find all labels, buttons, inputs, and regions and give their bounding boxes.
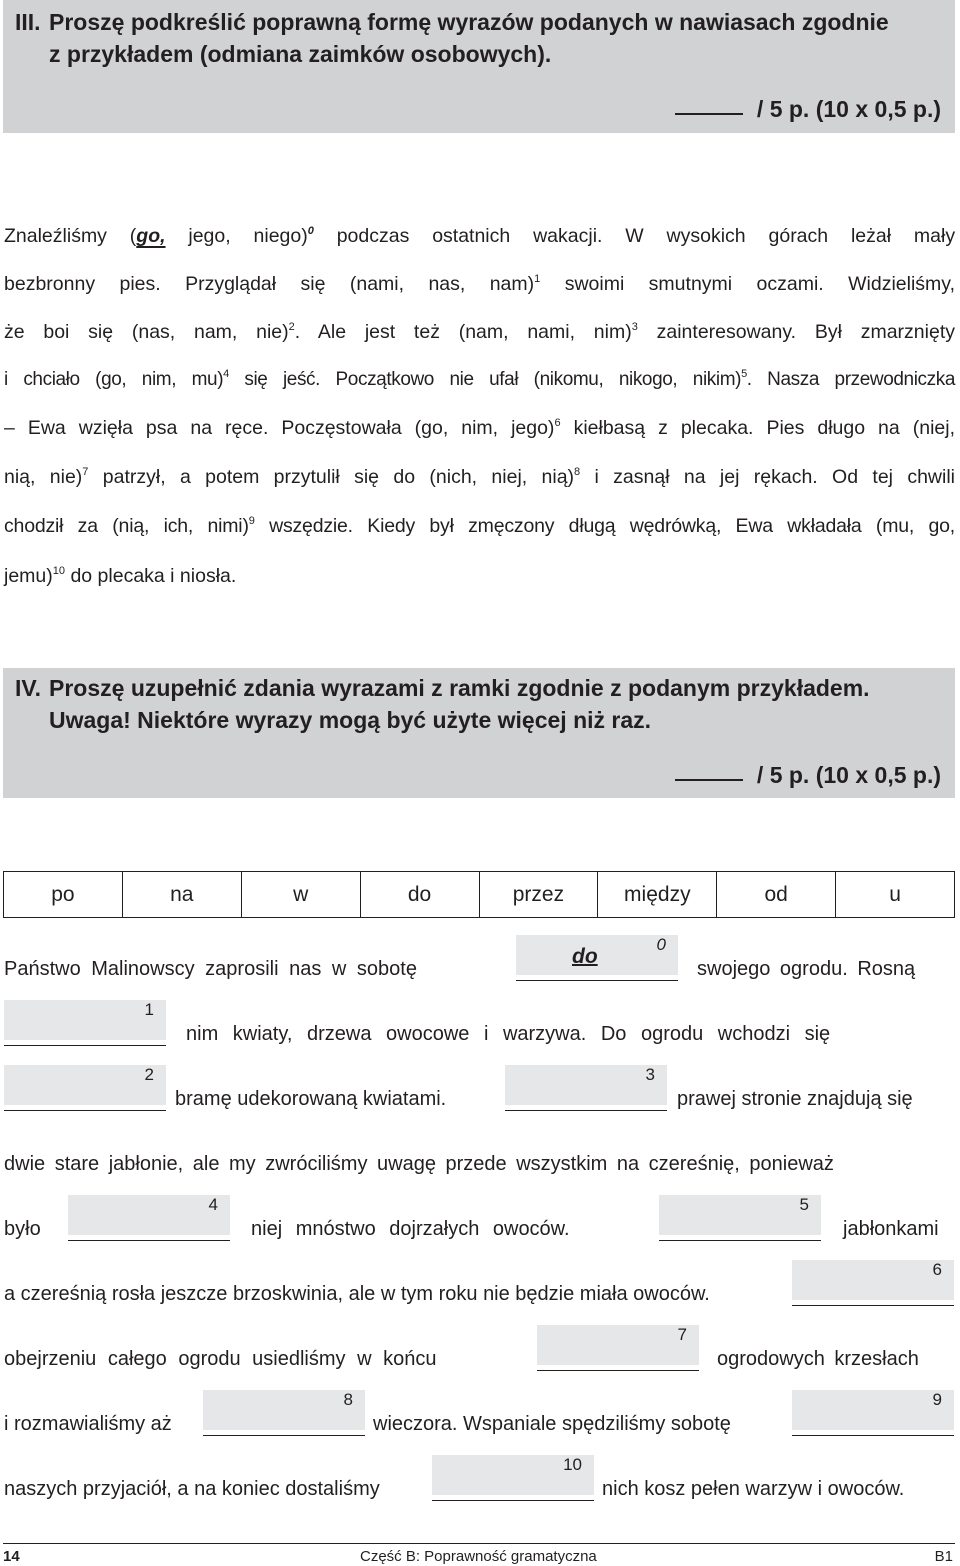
fill-line-3b: prawej stronie znajdują się [677,1088,913,1110]
text-line-7: chodził za (nią, ich, nimi)$^9$ wszędzie. Kiedy był zmęczony długą wędrówką, Ewa wkładała (mu, go, [4,515,956,537]
gap-2[interactable]: 2 [4,1065,166,1111]
word-bank-item: do [361,872,480,917]
text-line-1: Znaleźliśmy (go, jego, niego)$^0$ podczas ostatnich wakacji. W wysokich górach leżał mały [4,225,956,247]
gap-4[interactable]: 4 [68,1195,230,1241]
section-3-title: III. Proszę podkreślić poprawną formę wyrazów podanych w nawiasach zgodnie z przykładem (odmiana zaimków osobowych). [15,6,889,70]
fill-line-3a: bramę udekorowaną kwiatami. [175,1088,447,1110]
fill-line-1a: Państwo Malinowscy zaprosili nas w sobotę [4,958,417,980]
fill-line-5a: było [4,1218,41,1240]
gap-8[interactable]: 8 [203,1390,365,1436]
fill-line-8b: wieczora. Wspaniale spędziliśmy sobotę [373,1413,731,1435]
fill-line-8a: i rozmawialiśmy aż [4,1413,172,1435]
section-4-score: / 5 p. (10 x 0,5 p.) [675,762,941,789]
text-line-4: i chciało (go, nim, mu)$^4$ się jeść. Początkowo nie ufał (nikomu, nikogo, nikim)$^5$. Nasza przewodniczka [4,368,956,390]
gap-10[interactable]: 10 [432,1455,594,1501]
text-line-2: bezbronny pies. Przyglądał się (nami, nas, nam)$^1$ swoimi smutnymi oczami. Widzieliśmy, [4,273,955,295]
example-answer: do [572,945,598,968]
word-bank-item: u [889,882,901,906]
score-blank[interactable] [675,777,743,781]
gap-9[interactable]: 9 [792,1390,954,1436]
fill-line-5c: jabłonkami [843,1218,939,1240]
gap-6[interactable]: 6 [792,1260,954,1306]
gap-7[interactable]: 7 [537,1325,699,1371]
gap-3[interactable]: 3 [505,1065,667,1111]
fill-line-6: a czereśnią rosła jeszcze brzoskwinia, ale w tym roku nie będzie miała owoców. [4,1283,710,1305]
section-4-title: IV. Proszę uzupełnić zdania wyrazami z ramki zgodnie z podanym przykładem. Uwaga! Niektóre wyrazy mogą być użyte więcej niż raz. [15,672,870,736]
text-line-6: nią, nie)$^7$ patrzył, a potem przytulił się do (nich, niej, nią)$^8$ i zasnął na jej rękach. Od tej chwili [4,466,956,488]
fill-line-7a: obejrzeniu całego ogrodu usiedliśmy w końcu [4,1348,437,1370]
section-3-score: / 5 p. (10 x 0,5 p.) [675,96,941,123]
fill-line-2: nim kwiaty, drzewa owocowe i warzywa. Do ogrodu wchodzi się [186,1023,831,1045]
fill-line-7b: ogrodowych krzesłach [717,1348,919,1370]
section-4-number: IV. [15,675,42,701]
footer-level: B1 [934,1548,953,1565]
fill-line-5b: niej mnóstwo dojrzałych owoców. [251,1218,570,1240]
footer-section: Część B: Poprawność gramatyczna [360,1548,597,1565]
word-bank-item: na [123,872,242,917]
section-3-number: III. [15,9,41,35]
text-line-5: – Ewa wzięła psa na ręce. Poczęstowała (go, nim, jego)$^6$ kiełbasą z plecaka. Pies długo na (niej, [4,417,955,439]
word-bank [3,871,955,918]
word-bank-item: przez [480,872,599,917]
fill-line-9b: nich kosz pełen warzyw i owoców. [602,1478,905,1500]
example-underlined-answer: go, [136,225,166,247]
word-bank-item: od [717,872,836,917]
fill-line-4: dwie stare jabłonie, ale my zwróciliśmy uwagę przede wszystkim na czereśnię, ponieważ [4,1153,834,1175]
gap-0-example: 0 do [516,935,678,981]
score-blank[interactable] [675,111,743,115]
text-line-8: jemu)$^{10}$ do plecaka i niosła. [4,565,237,587]
section-3-header [3,0,955,133]
gap-5[interactable]: 5 [659,1195,821,1241]
page-number: 14 [3,1548,20,1565]
fill-line-9a: naszych przyjaciół, a na koniec dostaliśmy [4,1478,380,1500]
text-line-3: że boi się (nas, nam, nie)$^2$. Ale jest też (nam, nami, nim)$^3$ zainteresowany. Był zmarznięty [4,321,955,343]
word-bank-item: po [4,872,123,917]
page-footer [3,1543,955,1566]
word-bank-item: między [598,872,717,917]
fill-line-1b: swojego ogrodu. Rosną [697,958,916,980]
gap-1[interactable]: 1 [4,1000,166,1046]
section-4-header [3,668,955,798]
word-bank-item: w [242,872,361,917]
